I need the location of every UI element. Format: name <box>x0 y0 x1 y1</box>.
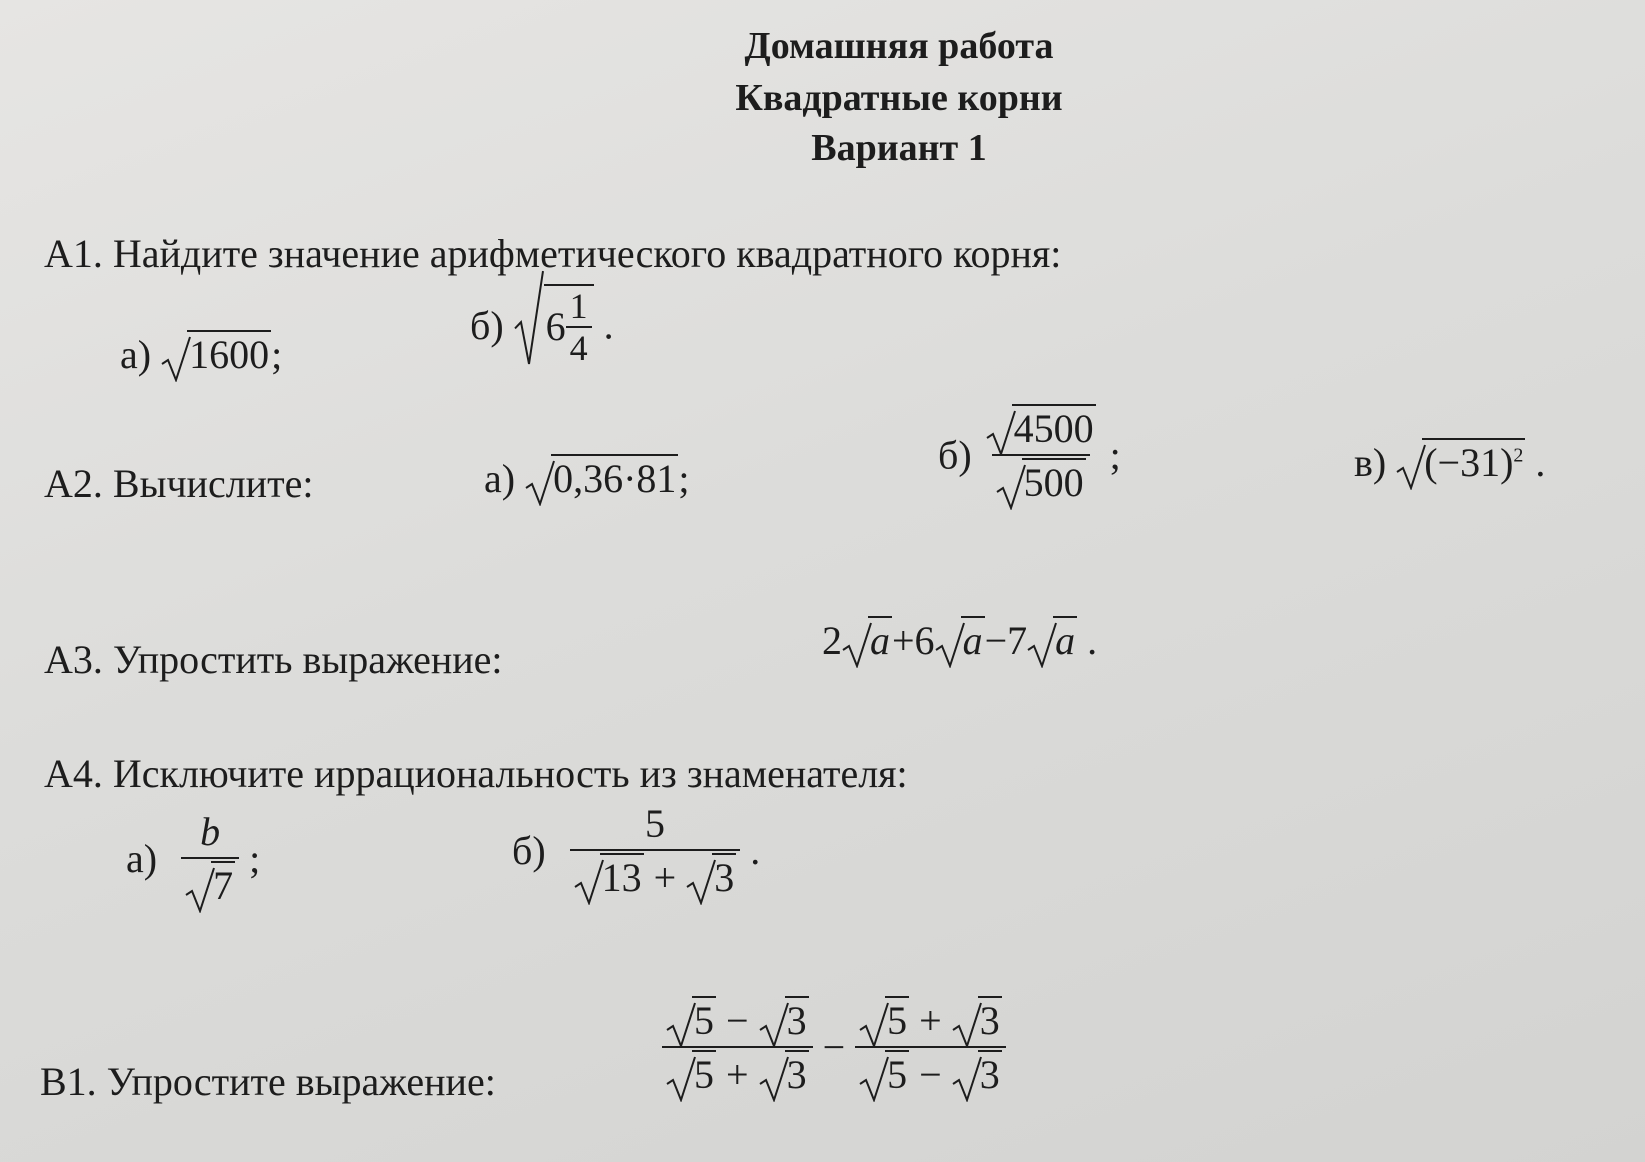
item-label: в) <box>1354 440 1387 485</box>
sqrt-expression <box>161 330 271 378</box>
fraction-denominator <box>662 1046 813 1098</box>
item-end: ; <box>249 836 261 881</box>
radical-icon <box>952 1056 982 1102</box>
radicand: 5 <box>887 1052 908 1097</box>
radical-icon <box>759 1056 789 1102</box>
task-a2-item-a <box>484 454 690 502</box>
radicand <box>544 284 594 366</box>
radical-icon <box>759 1002 789 1048</box>
sqrt-expression <box>759 1050 809 1098</box>
fraction-numerator <box>662 996 813 1046</box>
sqrt-expression <box>859 1050 909 1098</box>
task-a2-item-b <box>938 404 1121 506</box>
fraction <box>570 800 741 901</box>
sqrt-expression <box>185 861 235 909</box>
radicand: 0,36·81 <box>553 456 677 501</box>
fraction <box>662 996 813 1098</box>
task-a1-item-b <box>470 284 614 366</box>
mixed-whole: 6 <box>545 304 566 349</box>
radical-icon <box>935 622 965 668</box>
fraction-denominator: 4 <box>566 326 592 366</box>
radical-icon <box>952 1002 982 1048</box>
radical-icon <box>859 1002 889 1048</box>
sqrt-expression <box>1027 616 1077 664</box>
item-label: б) <box>470 302 504 348</box>
fraction-denominator <box>570 849 741 901</box>
operator: + <box>919 998 942 1043</box>
radicand: 3 <box>979 1052 1000 1097</box>
radicand: 3 <box>714 855 735 900</box>
operator: + <box>653 855 677 900</box>
operator-term: −7 <box>984 618 1028 663</box>
radical-icon <box>686 859 716 905</box>
fraction <box>566 288 592 366</box>
item-label: а) <box>484 456 516 501</box>
task-a3-expression <box>822 616 1097 664</box>
item-end: . <box>1535 440 1546 485</box>
item-end: ; <box>1109 432 1121 478</box>
item-label: б) <box>938 432 972 478</box>
operator: + <box>726 1052 749 1097</box>
sqrt-expression <box>996 458 1086 506</box>
operator-minus: − <box>822 1024 846 1070</box>
sqrt-expression <box>935 616 985 664</box>
radical-icon <box>666 1002 696 1048</box>
radical-icon <box>666 1056 696 1102</box>
radical-icon <box>842 622 872 668</box>
radicand: a <box>870 618 890 663</box>
item-label: а) <box>120 332 152 377</box>
radicand: 4500 <box>1013 406 1094 451</box>
exponent: 2 <box>1513 444 1524 467</box>
task-a2-item-c <box>1354 438 1545 486</box>
sqrt-expression <box>759 996 809 1044</box>
fraction <box>982 404 1100 506</box>
sqrt-expression <box>952 996 1002 1044</box>
radical-icon <box>525 460 555 506</box>
sqrt-expression <box>952 1050 1002 1098</box>
radical-icon <box>996 464 1026 510</box>
radicand: 3 <box>979 998 1000 1043</box>
header-title: Домашняя работа <box>744 25 1054 67</box>
task-a3-title: А3. Упростить выражение: <box>44 637 503 682</box>
operator: − <box>726 998 749 1043</box>
radical-icon <box>185 867 215 913</box>
sqrt-expression <box>514 284 594 366</box>
radicand: 3 <box>786 1052 807 1097</box>
fraction-numerator: 1 <box>569 286 588 326</box>
radicand: a <box>1055 618 1076 663</box>
operator-term: +6 <box>892 618 935 663</box>
sqrt-expression <box>686 853 736 901</box>
task-a1-item-a <box>120 330 282 378</box>
radical-icon <box>1396 444 1426 490</box>
item-end: ; <box>678 456 690 501</box>
radicand <box>1422 438 1525 484</box>
radicand: 5 <box>694 998 714 1043</box>
item-label: а) <box>126 836 158 881</box>
header-topic: Квадратные корни <box>735 77 1063 119</box>
task-a4-item-b <box>512 800 760 901</box>
sqrt-expression <box>574 853 644 901</box>
sqrt-expression <box>525 454 678 502</box>
radicand: 7 <box>213 863 234 908</box>
radical-icon <box>161 336 191 382</box>
task-a2-title: А2. Вычислите: <box>44 461 314 506</box>
fraction-denominator <box>181 857 239 909</box>
expression-end: . <box>1087 618 1098 663</box>
fraction <box>181 808 239 909</box>
radical-icon <box>574 859 604 905</box>
item-end: ; <box>271 332 283 377</box>
header-variant: Вариант 1 <box>811 127 987 169</box>
sqrt-expression <box>859 996 909 1044</box>
fraction-numerator: 5 <box>644 801 665 846</box>
fraction-numerator <box>855 996 1006 1046</box>
radicand: 13 <box>601 855 642 900</box>
radicand: a <box>962 618 983 663</box>
fraction-denominator <box>992 454 1090 506</box>
sqrt-expression <box>986 404 1096 452</box>
sqrt-expression <box>666 996 716 1044</box>
radical-icon <box>514 270 544 366</box>
operator: − <box>919 1052 942 1097</box>
coefficient: 2 <box>822 618 842 663</box>
item-end: . <box>603 302 614 348</box>
task-a4-item-a <box>126 808 260 909</box>
fraction <box>855 996 1006 1098</box>
radicand: 500 <box>1023 460 1084 505</box>
task-b1-expression <box>662 996 1006 1098</box>
task-b1-title: В1. Упростите выражение: <box>40 1059 496 1104</box>
sqrt-expression <box>666 1050 716 1098</box>
radical-icon <box>1027 622 1057 668</box>
radicand: 1600 <box>189 332 270 377</box>
fraction-numerator <box>982 404 1100 454</box>
radicand: 5 <box>887 998 908 1043</box>
radical-icon <box>859 1056 889 1102</box>
task-a4-title: А4. Исключите иррациональность из знаменателя: <box>44 751 908 796</box>
radical-icon <box>986 410 1016 456</box>
radicand: 5 <box>694 1052 714 1097</box>
sqrt-expression <box>842 616 892 664</box>
sqrt-expression <box>1396 438 1525 486</box>
item-label: б) <box>512 828 546 873</box>
fraction-denominator <box>855 1046 1006 1098</box>
fraction-numerator: b <box>200 809 221 854</box>
task-a1-title: А1. Найдите значение арифметического квадратного корня: <box>44 231 1062 276</box>
item-end: . <box>750 828 761 873</box>
radicand: 3 <box>786 998 807 1043</box>
base: (−31) <box>1424 440 1514 485</box>
